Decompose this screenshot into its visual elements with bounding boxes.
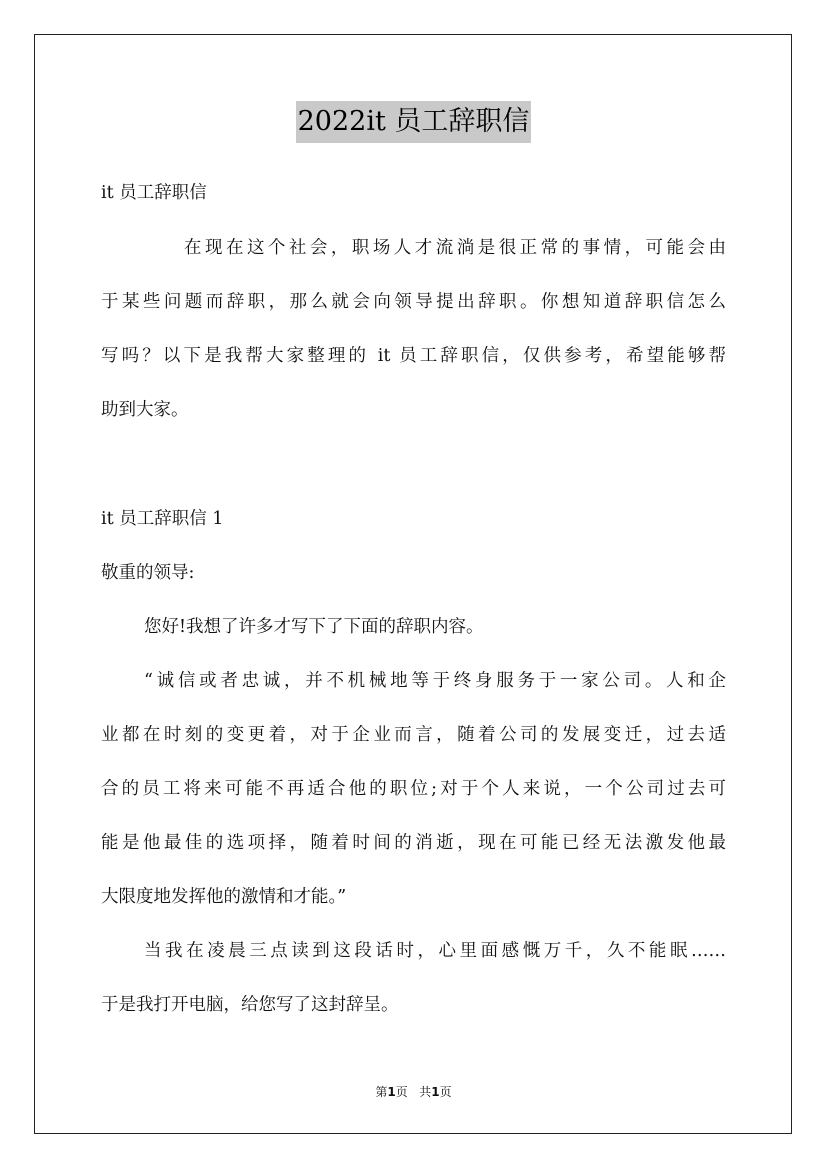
greeting: 您好!我想了许多才写下了下面的辞职内容。 (144, 617, 484, 637)
page-current: 1 (387, 1085, 396, 1099)
page-total: 1 (431, 1085, 440, 1099)
document-title: 2022it 员工辞职信 (296, 101, 532, 143)
intro-line: 于某些问题而辞职，那么就会向领导提出辞职。你想知道辞职信怎么 (101, 292, 726, 312)
letter-heading: it 员工辞职信 1 (101, 509, 224, 529)
page-footer (0, 1083, 827, 1101)
page-suffix: 页 (439, 1085, 452, 1099)
intro-paragraph (101, 221, 726, 437)
quote-paragraph (101, 654, 726, 924)
intro-line: 在现在这个社会，职场人才流淌是很正常的事情，可能会由 (184, 238, 726, 258)
quote-line: “诚信或者忠诚，并不机械地等于终身服务于一家公司。人和企 (144, 671, 726, 691)
intro-line: 助到大家。 (101, 400, 189, 420)
quote-line: 大限度地发挥他的激情和才能。” (101, 887, 347, 907)
intro-line: 写吗？以下是我帮大家整理的 it 员工辞职信，仅供参考，希望能够帮 (101, 346, 726, 366)
intro-heading: it 员工辞职信 (101, 183, 207, 203)
quote-line: 能是他最佳的选项择，随着时间的消逝，现在可能已经无法激发他最 (101, 833, 726, 853)
closing-line: 当我在凌晨三点读到这段话时，心里面感慨万千，久不能眠…… (144, 941, 726, 961)
closing-paragraph (101, 924, 726, 1032)
salutation: 敬重的领导: (101, 563, 195, 583)
quote-line: 业都在时刻的变更着，对于企业而言，随着公司的发展变迁，过去适 (101, 725, 726, 745)
page-prefix: 第 (375, 1085, 388, 1099)
title-container (0, 101, 827, 143)
quote-line: 合的员工将来可能不再适合他的职位;对于个人来说，一个公司过去可 (101, 779, 726, 799)
closing-line: 于是我打开电脑，给您写了这封辞呈。 (101, 995, 399, 1015)
page-mid: 页 共 (395, 1085, 432, 1099)
